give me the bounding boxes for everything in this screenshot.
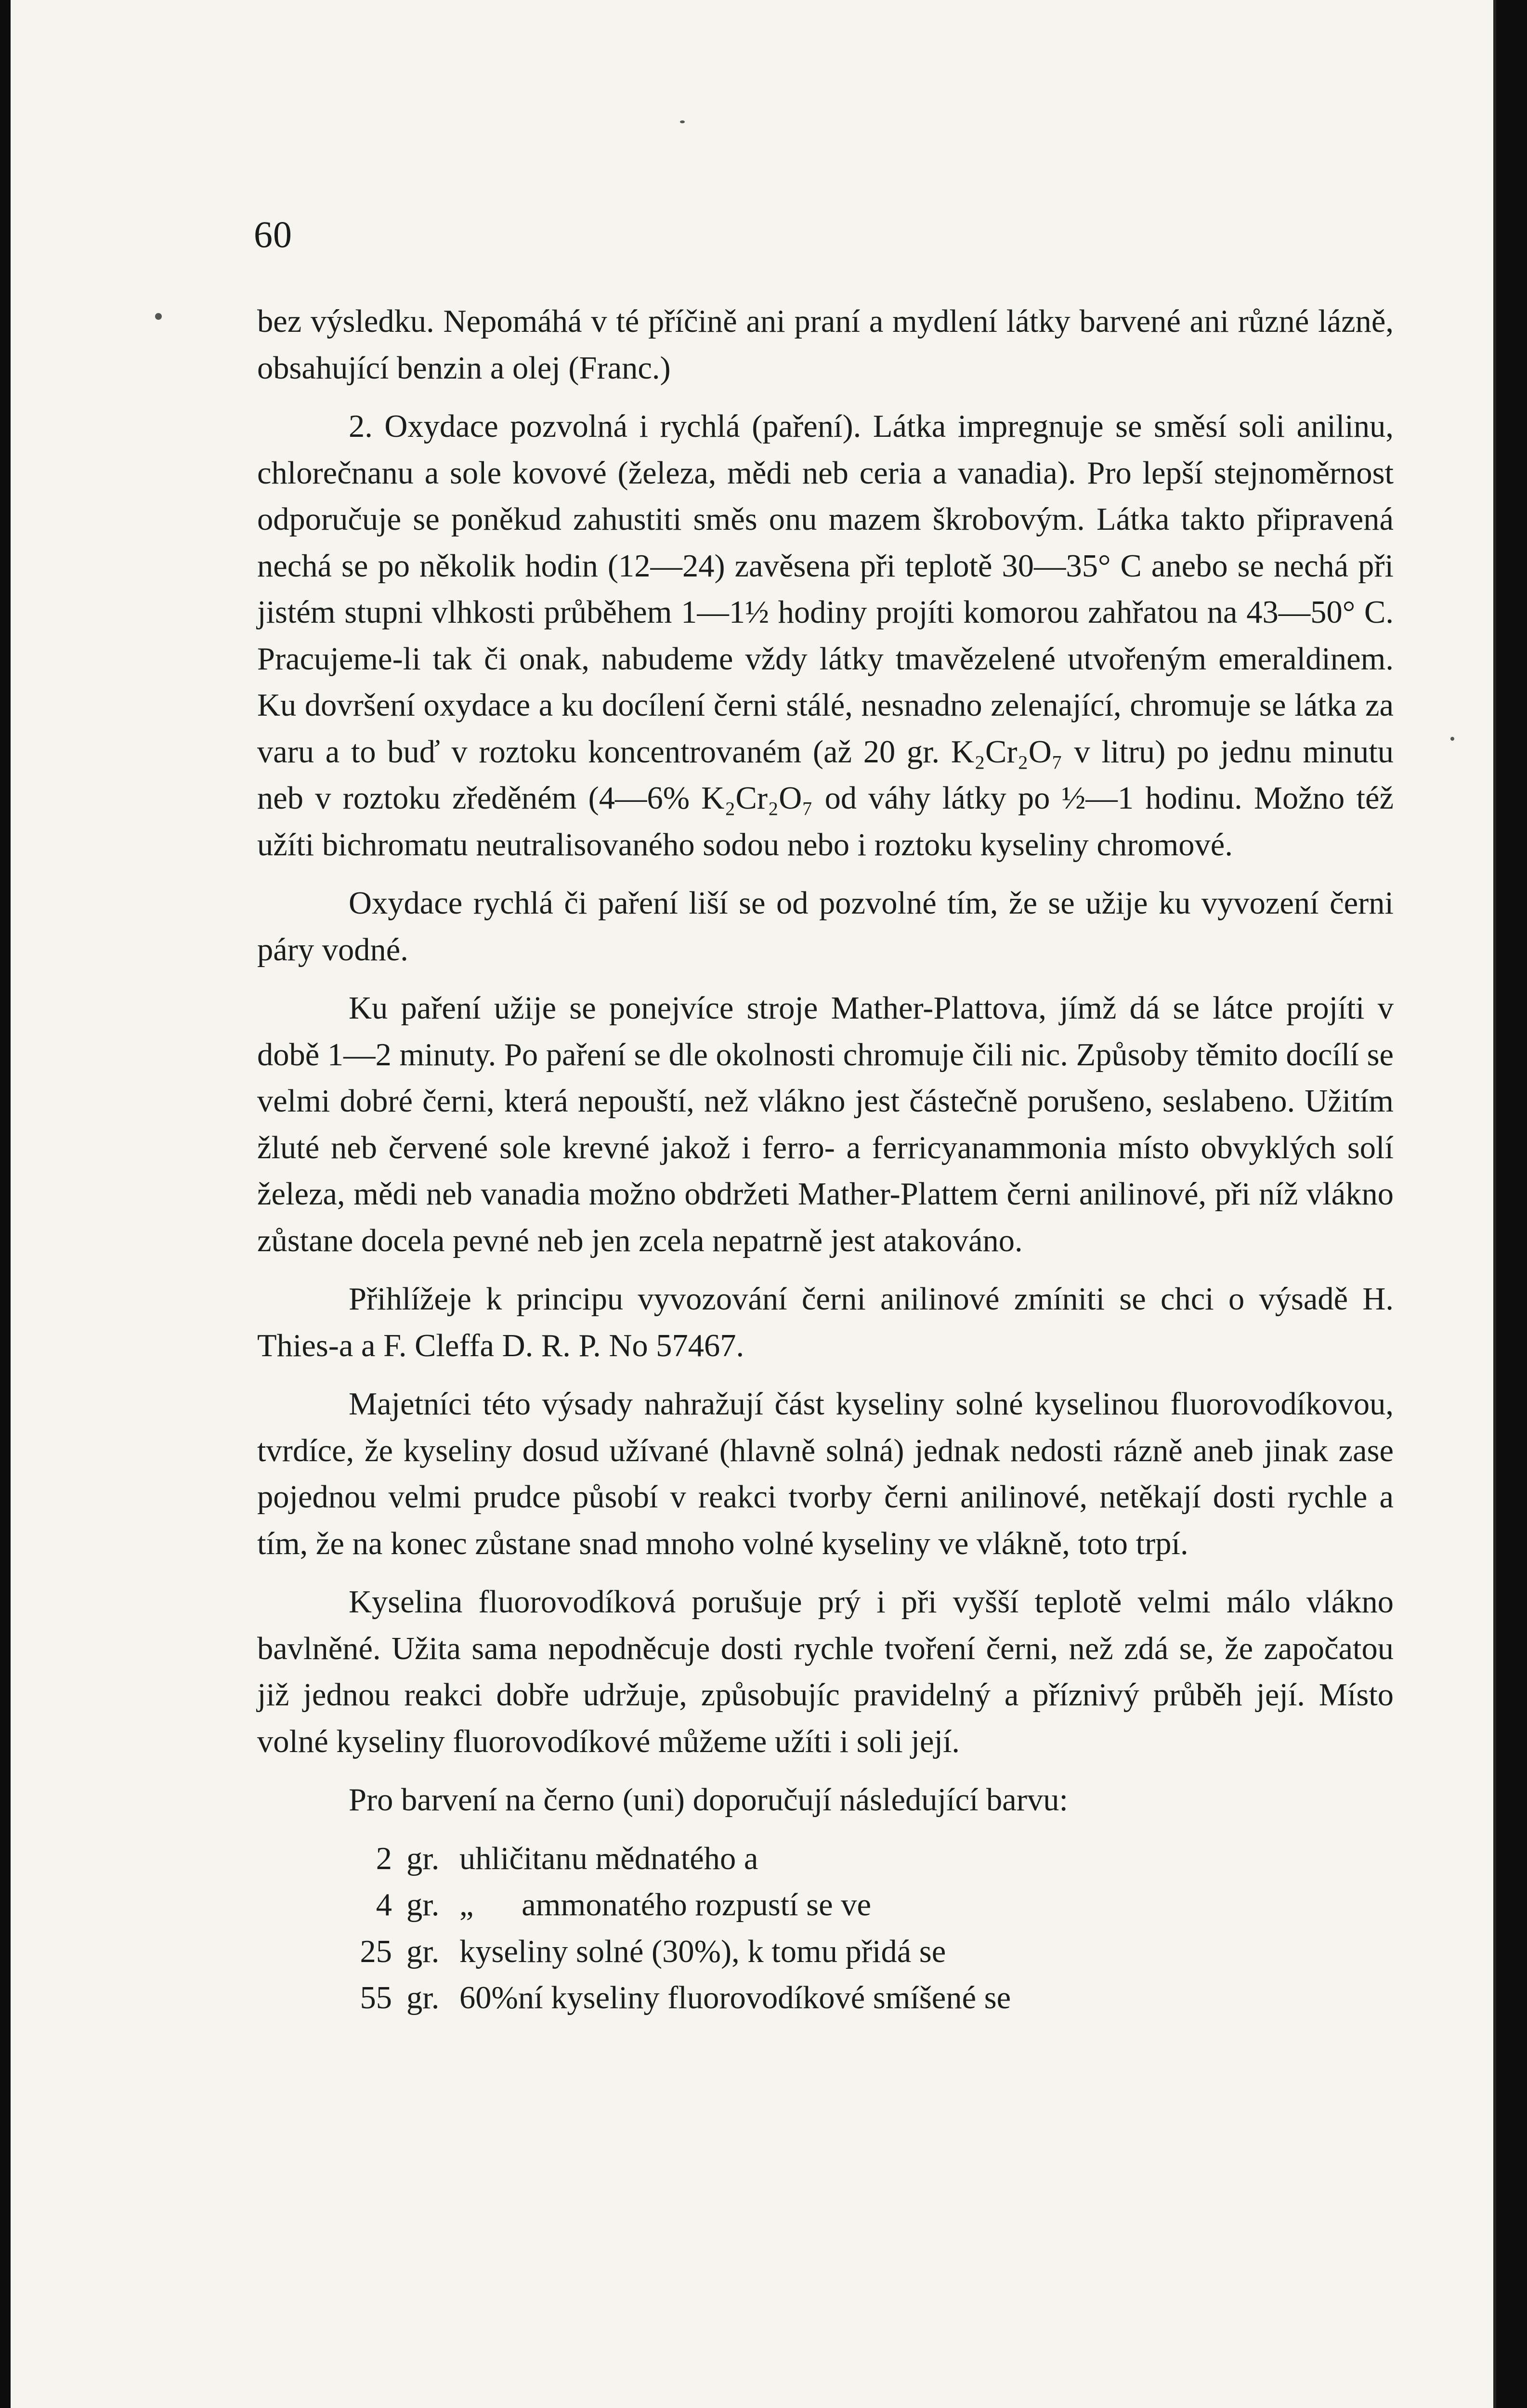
paragraph: bez výsledku. Nepomáhá v té příčině ani praní a mydlení látky barvené ani různé lázně, obsahující benzin a olej (Franc.) bbox=[257, 304, 1394, 386]
recipe-amount: 25 bbox=[360, 1934, 392, 1969]
recipe-item bbox=[257, 1836, 1394, 1883]
paragraph: Oxydace rychlá či paření liší se od pozvolné tím, že se užije ku vyvození černi páry vodné. bbox=[257, 886, 1394, 968]
scan-speck bbox=[1450, 737, 1454, 741]
book-page bbox=[11, 0, 1496, 2408]
recipe-description: „ ammonatého rozpustí se ve bbox=[459, 1887, 872, 1923]
recipe-amount: 55 bbox=[360, 1980, 392, 2015]
recipe-description: kyseliny solné (30%), k tomu přidá se bbox=[459, 1934, 946, 1969]
paragraph: Pro barvení na černo (uni) doporučují následující barvu: bbox=[349, 1782, 1068, 1818]
paragraph: 2. Oxydace pozvolná i rychlá (paření). Látka impregnuje se směsí soli anilinu, chlorečnanu a sole kovové (železa, mědi neb ceria a vanadia). Pro lepší stejnoměrnost odporučuje se poněkud zahustiti směs onu mazem škrobovým. Látka takto připravená nechá se po několik hodin (12—24) zavěsena při teplotě 30—35° C anebo se nechá při jistém stupni vlhkosti průběhem 1—1½ hodiny projíti komorou zahřatou na 43—50° C. Pracujeme-li tak či onak, nabudeme vždy látky tmavězelené utvořeným emeraldinem. Ku dovršení oxydace a ku docílení černi stálé, nesnadno zelenající, chromuje se látka za varu a to buď v roztoku koncentrovaném (až 20 gr. K₂Cr₂O₇ v litru) po jednu minutu neb v roztoku zředěném (4—6% K₂Cr₂O₇ od váhy látky po ½—1 hodinu. Možno též užíti bichromatu neutralisovaného sodou nebo i roztoku kyseliny chromové. bbox=[257, 409, 1394, 863]
recipe-item bbox=[257, 1882, 1394, 1929]
recipe-unit: gr. bbox=[406, 1980, 440, 2015]
scan-speck bbox=[680, 120, 685, 123]
body-text bbox=[257, 299, 1394, 2022]
recipe-item bbox=[257, 1929, 1394, 1976]
paragraph: Majetníci této výsady nahražují část kyseliny solné kyselinou fluorovodíkovou, tvrdíce, že kyseliny dosud užívané (hlavně solná) jednak nedosti rázně aneb jinak zase pojednou velmi prudce působí v reakci tvorby černi anilinové, netěkají dosti rychle a tím, že na konec zůstane snad mnoho volné kyseliny ve vlákně, toto trpí. bbox=[257, 1387, 1394, 1561]
recipe-list bbox=[257, 1836, 1394, 2022]
recipe-amount: 2 bbox=[376, 1841, 392, 1876]
paragraph: Ku paření užije se ponejvíce stroje Mather-Plattova, jímž dá se látce projíti v době 1—2 minuty. Po paření se dle okolnosti chromuje čili nic. Způsoby těmito docílí se velmi dobré černi, která nepouští, než vlákno jest částečně porušeno, seslabeno. Užitím žluté neb červené sole krevné jakož i ferro- a ferricyanammonia místo obvyklých solí železa, mědi neb vanadia možno obdržeti Mather-Plattem černi anilinové, při níž vlákno zůstane docela pevné neb jen zcela nepatrně jest atakováno. bbox=[257, 991, 1394, 1258]
recipe-unit: gr. bbox=[406, 1887, 440, 1923]
scan-speck bbox=[155, 313, 162, 320]
recipe-description: uhličitanu mědnatého a bbox=[459, 1841, 758, 1876]
recipe-item bbox=[257, 1975, 1394, 2022]
paragraph: Kyselina fluorovodíková porušuje prý i při vyšší teplotě velmi málo vlákno bavlněné. Užita sama nepodněcuje dosti rychle tvoření černi, než zdá se, že započatou již jednou reakci dobře udržuje, způsobujíc pravidelný a příznivý průběh její. Místo volné kyseliny fluorovodíkové můžeme užíti i soli její. bbox=[257, 1584, 1394, 1759]
paragraph: Přihlížeje k principu vyvozování černi anilinové zmíniti se chci o výsadě H. Thies-a a F. Cleffa D. R. P. No 57467. bbox=[257, 1282, 1394, 1363]
recipe-description: 60%ní kyseliny fluorovodíkové smíšené se bbox=[459, 1980, 1011, 2015]
page-number: 60 bbox=[254, 213, 292, 255]
recipe-amount: 4 bbox=[376, 1887, 392, 1923]
recipe-unit: gr. bbox=[406, 1841, 440, 1876]
recipe-unit: gr. bbox=[406, 1934, 440, 1969]
